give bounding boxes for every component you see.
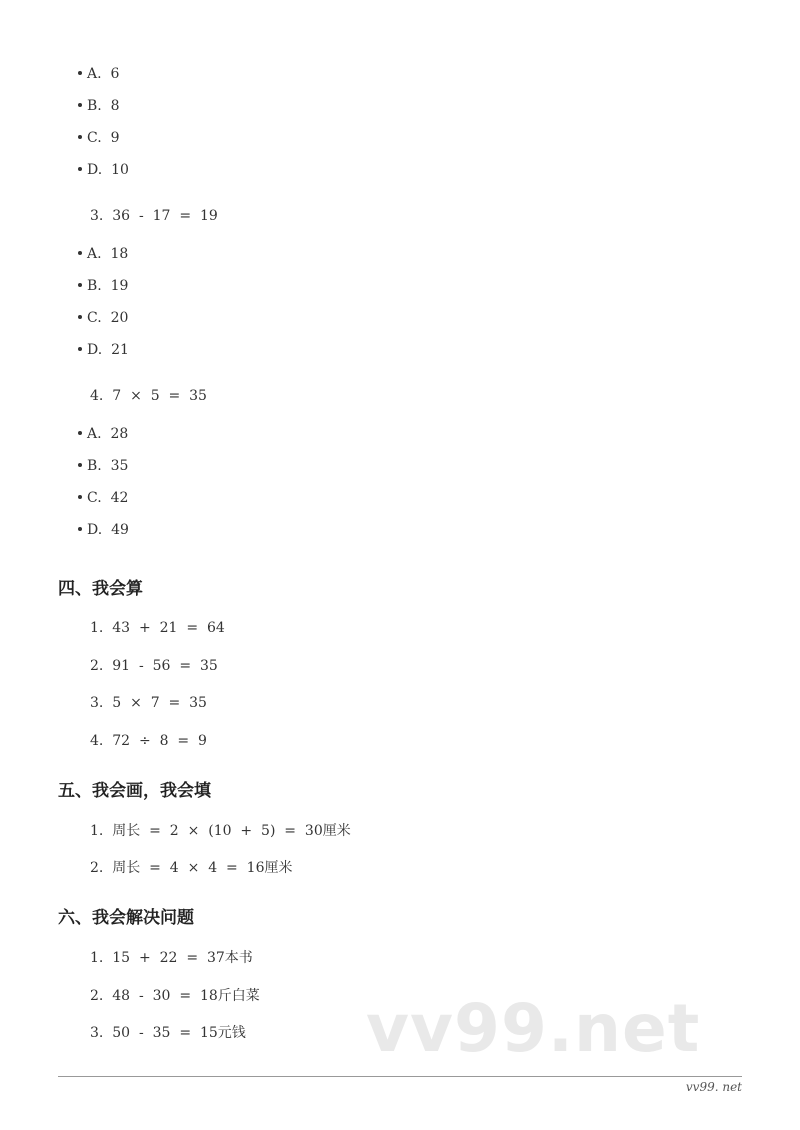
list-item: 3. 5 × 7 = 35 <box>90 695 207 711</box>
option-a: A. 28 <box>78 425 128 443</box>
question-4: 4. 7 × 5 = 35 <box>90 388 207 404</box>
list-item: 2. 周长 = 4 × 4 = 16厘米 <box>90 860 293 876</box>
bullet-icon <box>78 527 82 531</box>
footer-divider <box>58 1076 742 1077</box>
section-heading: 四、我会算 <box>58 579 143 599</box>
option-a: A. 6 <box>78 65 119 83</box>
bullet-icon <box>78 283 82 287</box>
option-d: D. 10 <box>78 161 129 179</box>
bullet-icon <box>78 315 82 319</box>
option-b: B. 35 <box>78 457 128 475</box>
option-a: A. 18 <box>78 245 128 263</box>
option-d: D. 49 <box>78 521 129 539</box>
footer-site-label: vv99. net <box>685 1080 742 1094</box>
bullet-icon <box>78 71 82 75</box>
watermark: vv99.net <box>366 990 701 1067</box>
list-item: 1. 周长 = 2 × (10 + 5) = 30厘米 <box>90 823 351 839</box>
bullet-icon <box>78 347 82 351</box>
list-item: 1. 43 + 21 = 64 <box>90 620 225 636</box>
question-3: 3. 36 - 17 = 19 <box>90 208 218 224</box>
option-d: D. 21 <box>78 341 129 359</box>
bullet-icon <box>78 103 82 107</box>
section-heading: 五、我会画，我会填 <box>58 781 211 801</box>
bullet-icon <box>78 431 82 435</box>
bullet-icon <box>78 251 82 255</box>
list-item: 2. 48 - 30 = 18斤白菜 <box>90 988 260 1004</box>
bullet-icon <box>78 495 82 499</box>
list-item: 2. 91 - 56 = 35 <box>90 658 218 674</box>
option-b: B. 8 <box>78 97 120 115</box>
section-heading: 六、我会解决问题 <box>58 908 194 928</box>
bullet-icon <box>78 463 82 467</box>
bullet-icon <box>78 167 82 171</box>
option-c: C. 9 <box>78 129 119 147</box>
list-item: 3. 50 - 35 = 15元钱 <box>90 1025 246 1041</box>
option-b: B. 19 <box>78 277 128 295</box>
list-item: 4. 72 ÷ 8 = 9 <box>90 733 207 749</box>
bullet-icon <box>78 135 82 139</box>
option-c: C. 42 <box>78 489 128 507</box>
list-item: 1. 15 + 22 = 37本书 <box>90 950 253 966</box>
option-c: C. 20 <box>78 309 128 327</box>
